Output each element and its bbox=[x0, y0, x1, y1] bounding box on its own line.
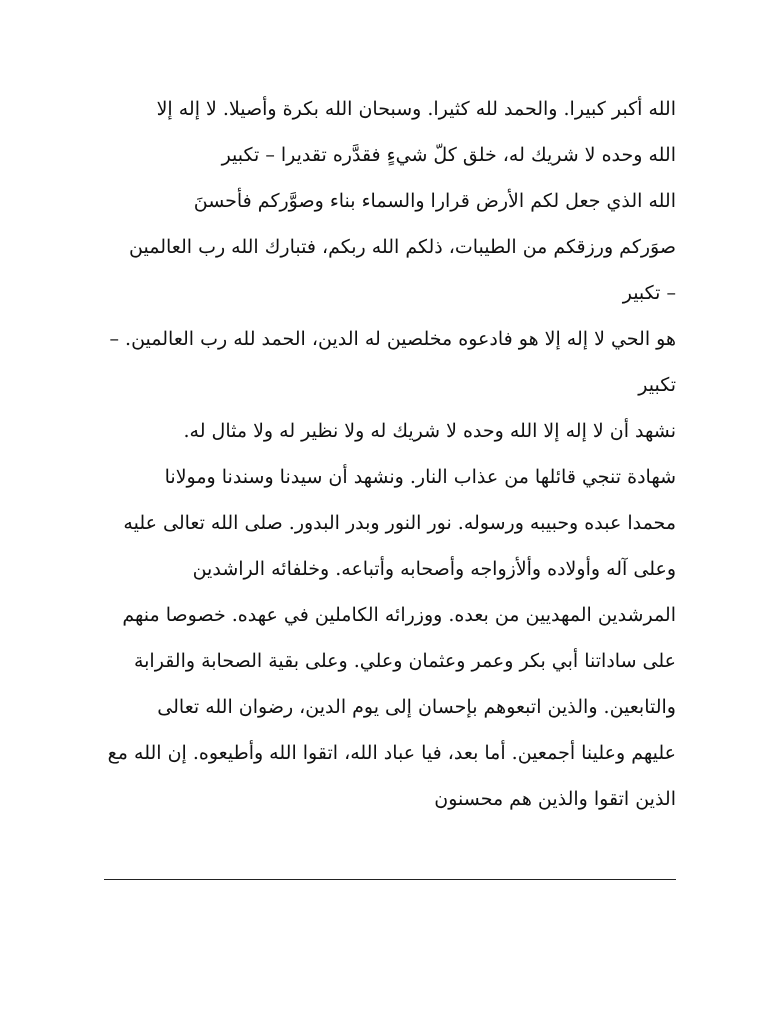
text-line: هو الحي لا إله إلا هو فادعوه مخلصين له الدين، الحمد لله رب العالمين. – bbox=[109, 328, 676, 350]
arabic-text-block bbox=[96, 86, 676, 822]
text-line: صوَركم ورزقكم من الطيبات، ذلكم الله ربكم، فتبارك الله رب العالمين bbox=[129, 236, 676, 258]
text-line: المرشدين المهديين من بعده. ووزرائه الكاملين في عهده. خصوصا منهم bbox=[122, 604, 676, 626]
text-line: على ساداتنا أبي بكر وعمر وعثمان وعلي. وعلى بقية الصحابة والقرابة bbox=[133, 650, 676, 672]
text-line: الله الذي جعل لكم الأرض قرارا والسماء بناء وصوَّركم فأحسنَ bbox=[193, 190, 676, 212]
text-line: الله أكبر كبيرا. والحمد لله كثيرا. وسبحان الله بكرة وأصيلا. لا إله إلا bbox=[156, 98, 676, 120]
text-line: – تكبير bbox=[622, 282, 676, 304]
text-line: شهادة تنجي قائلها من عذاب النار. ونشهد أن سيدنا وسندنا ومولانا bbox=[164, 466, 676, 488]
text-line: الذين اتقوا والذين هم محسنون bbox=[434, 788, 676, 810]
text-line: نشهد أن لا إله إلا الله وحده لا شريك له ولا نظير له ولا مثال له. bbox=[183, 420, 676, 442]
text-line: محمدا عبده وحبيبه ورسوله. نور النور وبدر البدور. صلى الله تعالى عليه bbox=[123, 512, 676, 534]
text-line: وعلى آله وأولاده وألأزواجه وأصحابه وأتباعه. وخلفائه الراشدين bbox=[192, 558, 676, 580]
text-line: الله وحده لا شريك له، خلق كلّ شيءٍ فقدَّره تقديرا – تكبير bbox=[221, 144, 676, 166]
horizontal-divider bbox=[104, 879, 676, 880]
text-line: والتابعين. والذين اتبعوهم بإحسان إلى يوم الدين، رضوان الله تعالى bbox=[157, 696, 676, 718]
text-line: عليهم وعلينا أجمعين. أما بعد، فيا عباد الله، اتقوا الله وأطيعوه. إن الله مع bbox=[107, 742, 676, 764]
text-line: تكبير bbox=[638, 374, 676, 396]
